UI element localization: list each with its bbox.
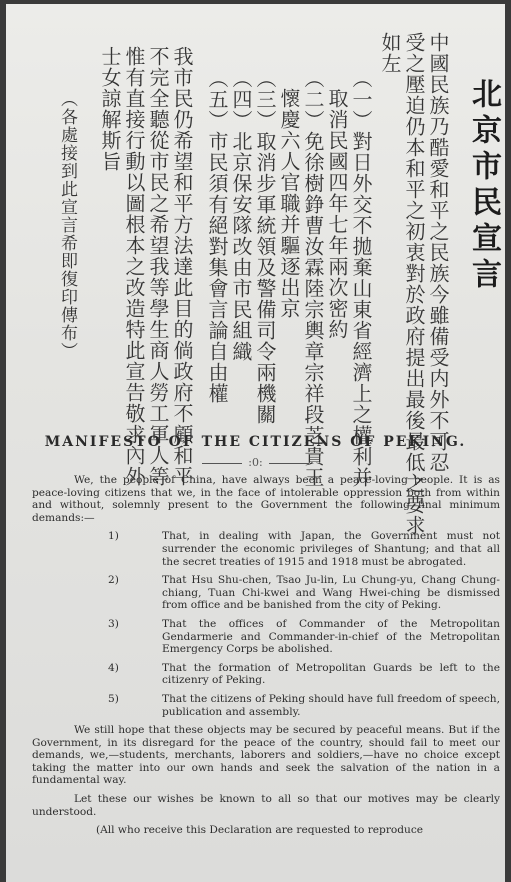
english-manifesto — [32, 474, 500, 843]
demand-number: 5) — [108, 692, 119, 705]
chinese-column: （三）取消步軍統領及警備司令兩機關 — [253, 68, 277, 425]
chinese-column: 不完全聽從市民之希望我等學生商人勞工軍人等 — [146, 46, 170, 487]
demand-item — [32, 574, 500, 612]
demand-text: That the offices of Commander of the Metropolitan Gendarmerie and Commander-in-chief of the Metropolitan Emergency Corps be abolished. — [162, 617, 500, 656]
demand-text: That the citizens of Peking should have full freedom of speech, publication and assembly. — [162, 692, 500, 718]
chinese-column: 取消民國四年七年兩次密約 — [325, 88, 349, 340]
hope-paragraph: We still hope that these objects may be secured by peaceful means. But if the Government, in its disregard for the peace of the country, should fail to meet our demands, we,—students, merchants, laborers and soldiers,—have no choice except taking the matter into our own hands and seek the salvation of the nation in a fundamental way. — [32, 724, 500, 787]
demand-number: 1) — [108, 530, 119, 543]
intro-paragraph: We, the people of China, have always been a peace-loving people. It is as peace-loving citizens that we, in the face of intolerable oppression both from within and without, solemnly present to the Government the following final minimum demands:— — [32, 474, 500, 524]
chinese-column: 惟有直接行動以圖根本之改造特此宣告敬求內外 — [122, 46, 146, 487]
demand-item — [32, 662, 500, 687]
demand-text: That, in dealing with Japan, the Government must not surrender the economic privileges of Shantung; and that all the secret treaties of 1915 and 1918 must be abrogated. — [162, 530, 500, 568]
chinese-column: 受之壓迫仍本和平之初衷對於政府提出最後最低之要求 — [402, 32, 426, 536]
demand-number: 2) — [108, 574, 119, 587]
demand-item — [32, 693, 500, 718]
chinese-column: （五）市民須有絕對集會言論自由權 — [205, 68, 229, 404]
closing-paragraph: Let these our wishes be known to all so that our motives may be clearly understood. — [32, 793, 500, 818]
chinese-column: （一）對日外交不拋棄山東省經濟上之權利并 — [349, 68, 373, 488]
demands-list — [32, 530, 500, 718]
chinese-column: （四）北京保安隊改由市民組織 — [229, 68, 253, 362]
demand-text: That Hsu Shu-chen, Tsao Ju-lin, Lu Chung-yu, Chang Chung-chiang, Tuan Chi-kwei and Wang Hwei-ching be dismissed from office and be banished from the city of Peking. — [162, 574, 500, 612]
document-page — [6, 4, 505, 882]
divider-mark: :0: — [248, 456, 263, 469]
demand-text: That the formation of Metropolitan Guards be left to the citizenry of Peking. — [162, 661, 500, 687]
chinese-column: 我市民仍希望和平方法達此目的倘政府不顧和平 — [170, 46, 194, 487]
demand-item — [32, 618, 500, 656]
demand-item — [32, 530, 500, 568]
chinese-note: （各處接到此宣言希即復印傳布） — [57, 90, 77, 360]
chinese-column: 中國民族乃酷愛和平之民族今雖備受内外不可忍 — [426, 32, 450, 473]
chinese-column: 士女諒解斯旨 — [98, 46, 122, 172]
chinese-column: （二）免徐樹錚曹汝霖陸宗輿章宗祥段芝貴王 — [301, 68, 325, 488]
chinese-column: 懷慶六人官職并驅逐出京 — [277, 88, 301, 319]
section-divider — [6, 456, 505, 469]
chinese-column: 如左 — [378, 32, 402, 74]
demand-number: 4) — [108, 661, 119, 674]
demand-number: 3) — [108, 617, 119, 630]
reproduce-note: (All who receive this Declaration are requested to reproduce — [96, 824, 424, 837]
english-title: MANIFESTO OF THE CITIZENS OF PEKING. — [44, 434, 467, 450]
chinese-title: 北京市民宣言 — [466, 78, 501, 294]
